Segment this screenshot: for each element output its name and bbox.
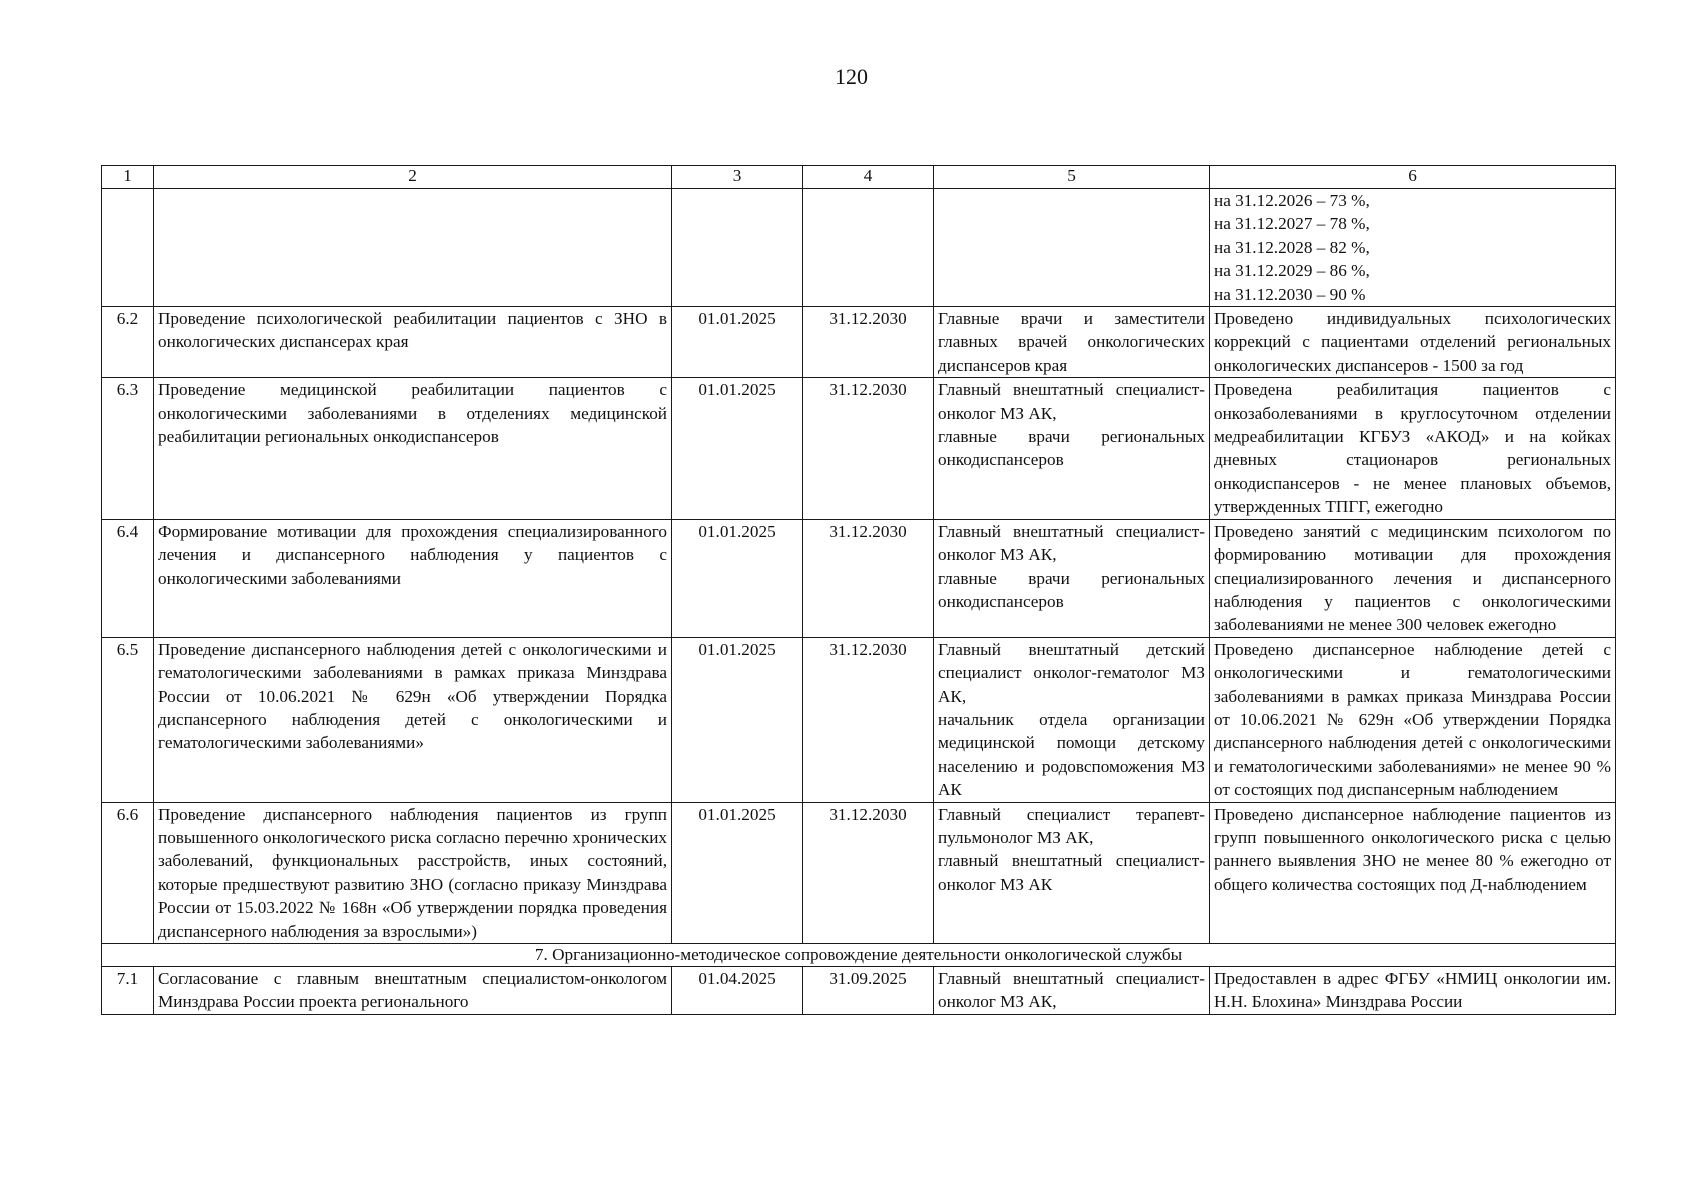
start-date: 01.01.2025 — [672, 519, 803, 637]
row-number: 6.5 — [102, 637, 154, 802]
cell-empty — [803, 189, 934, 307]
table-row — [102, 967, 1616, 1015]
responsible-cell: Главные врачи и заместители главных врачей онкологических диспансеров края — [934, 307, 1210, 378]
plan-table — [101, 165, 1616, 1015]
cell-empty — [672, 189, 803, 307]
start-date: 01.01.2025 — [672, 637, 803, 802]
activity-cell: Проведение медицинской реабилитации пациентов с онкологическими заболеваниями в отделениях медицинской реабилитации региональных онкодиспансеров — [154, 378, 672, 519]
table-row-continuation — [102, 189, 1616, 307]
row-number: 6.4 — [102, 519, 154, 637]
table-row — [102, 378, 1616, 519]
end-date: 31.12.2030 — [803, 519, 934, 637]
section-title: 7. Организационно-методическое сопровождение деятельности онкологической службы — [102, 944, 1616, 967]
table-row — [102, 802, 1616, 943]
row-number: 6.6 — [102, 802, 154, 943]
activity-cell: Проведение психологической реабилитации пациентов с ЗНО в онкологических диспансерах края — [154, 307, 672, 378]
responsible-cell: Главный внештатный специалист-онколог МЗ АК, главные врачи региональных онкодиспансеров — [934, 378, 1210, 519]
col-header-4: 4 — [803, 166, 934, 189]
start-date: 01.04.2025 — [672, 967, 803, 1015]
activity-cell: Согласование с главным внештатным специалистом-онкологом Минздрава России проекта регионального — [154, 967, 672, 1015]
responsible-cell: Главный внештатный детский специалист онколог-гематолог МЗ АК, начальник отдела организации медицинской помощи детскому населению и родовспоможения МЗ АК — [934, 637, 1210, 802]
col-header-5: 5 — [934, 166, 1210, 189]
end-date: 31.12.2030 — [803, 802, 934, 943]
result-cell: Проведено диспансерное наблюдение пациентов из групп повышенного онкологического риска с целью раннего выявления ЗНО не менее 80 % ежегодно от общего количества состоящих под Д-наблюдением — [1210, 802, 1616, 943]
start-date: 01.01.2025 — [672, 378, 803, 519]
result-cell: на 31.12.2026 – 73 %, на 31.12.2027 – 78 %, на 31.12.2028 – 82 %, на 31.12.2029 – 86 %, на 31.12.2030 – 90 % — [1210, 189, 1616, 307]
cell-empty — [934, 189, 1210, 307]
end-date: 31.12.2030 — [803, 307, 934, 378]
result-cell: Проведено диспансерное наблюдение детей с онкологическими и гематологическими заболеваниями в рамках приказа Минздрава России от 10.06.2021 № 629н «Об утверждении Порядка диспансерного наблюдения детей с онкологическими и гематологическими заболеваниями» не менее 90 % от состоящих под диспансерным наблюдением — [1210, 637, 1616, 802]
end-date: 31.12.2030 — [803, 637, 934, 802]
page-number: 120 — [835, 64, 868, 89]
col-header-1: 1 — [102, 166, 154, 189]
cell-empty — [102, 189, 154, 307]
col-header-6: 6 — [1210, 166, 1616, 189]
start-date: 01.01.2025 — [672, 802, 803, 943]
responsible-cell: Главный внештатный специалист-онколог МЗ АК, главные врачи региональных онкодиспансеров — [934, 519, 1210, 637]
row-number: 6.3 — [102, 378, 154, 519]
row-number: 7.1 — [102, 967, 154, 1015]
responsible-cell: Главный специалист терапевт-пульмонолог МЗ АК, главный внештатный специалист-онколог МЗ АК — [934, 802, 1210, 943]
col-header-3: 3 — [672, 166, 803, 189]
activity-cell: Проведение диспансерного наблюдения пациентов из групп повышенного онкологического риска согласно перечню хронических заболеваний, функциональных расстройств, иных состояний, которые предшествуют развитию ЗНО (согласно приказу Минздрава России от 15.03.2022 № 168н «Об утверждении порядка проведения диспансерного наблюдения за взрослыми») — [154, 802, 672, 943]
result-cell: Проведено занятий с медицинским психологом по формированию мотивации для прохождения специализированного лечения и диспансерного наблюдения у пациентов с онкологическими заболеваниями не менее 300 человек ежегодно — [1210, 519, 1616, 637]
col-header-2: 2 — [154, 166, 672, 189]
table-row — [102, 637, 1616, 802]
table-row — [102, 307, 1616, 378]
result-cell: Проведено индивидуальных психологических коррекций с пациентами отделений региональных онкологических диспансеров - 1500 за год — [1210, 307, 1616, 378]
cell-empty — [154, 189, 672, 307]
activity-cell: Проведение диспансерного наблюдения детей с онкологическими и гематологическими заболеваниями в рамках приказа Минздрава России от 10.06.2021 № 629н «Об утверждении Порядка диспансерного наблюдения детей с онкологическими и гематологическими заболеваниями» — [154, 637, 672, 802]
end-date: 31.12.2030 — [803, 378, 934, 519]
end-date: 31.09.2025 — [803, 967, 934, 1015]
table-row — [102, 519, 1616, 637]
result-cell: Проведена реабилитация пациентов с онкозаболеваниями в круглосуточном отделении медреабилитации КГБУЗ «АКОД» и на койках дневных стационаров региональных онкодиспансеров - не менее плановых объемов, утвержденных ТПГГ, ежегодно — [1210, 378, 1616, 519]
header-row — [102, 166, 1616, 189]
result-cell: Предоставлен в адрес ФГБУ «НМИЦ онкологии им. Н.Н. Блохина» Минздрава России — [1210, 967, 1616, 1015]
responsible-cell: Главный внештатный специалист-онколог МЗ АК, — [934, 967, 1210, 1015]
section-header-row — [102, 944, 1616, 967]
start-date: 01.01.2025 — [672, 307, 803, 378]
row-number: 6.2 — [102, 307, 154, 378]
activity-cell: Формирование мотивации для прохождения специализированного лечения и диспансерного наблюдения у пациентов с онкологическими заболеваниями — [154, 519, 672, 637]
